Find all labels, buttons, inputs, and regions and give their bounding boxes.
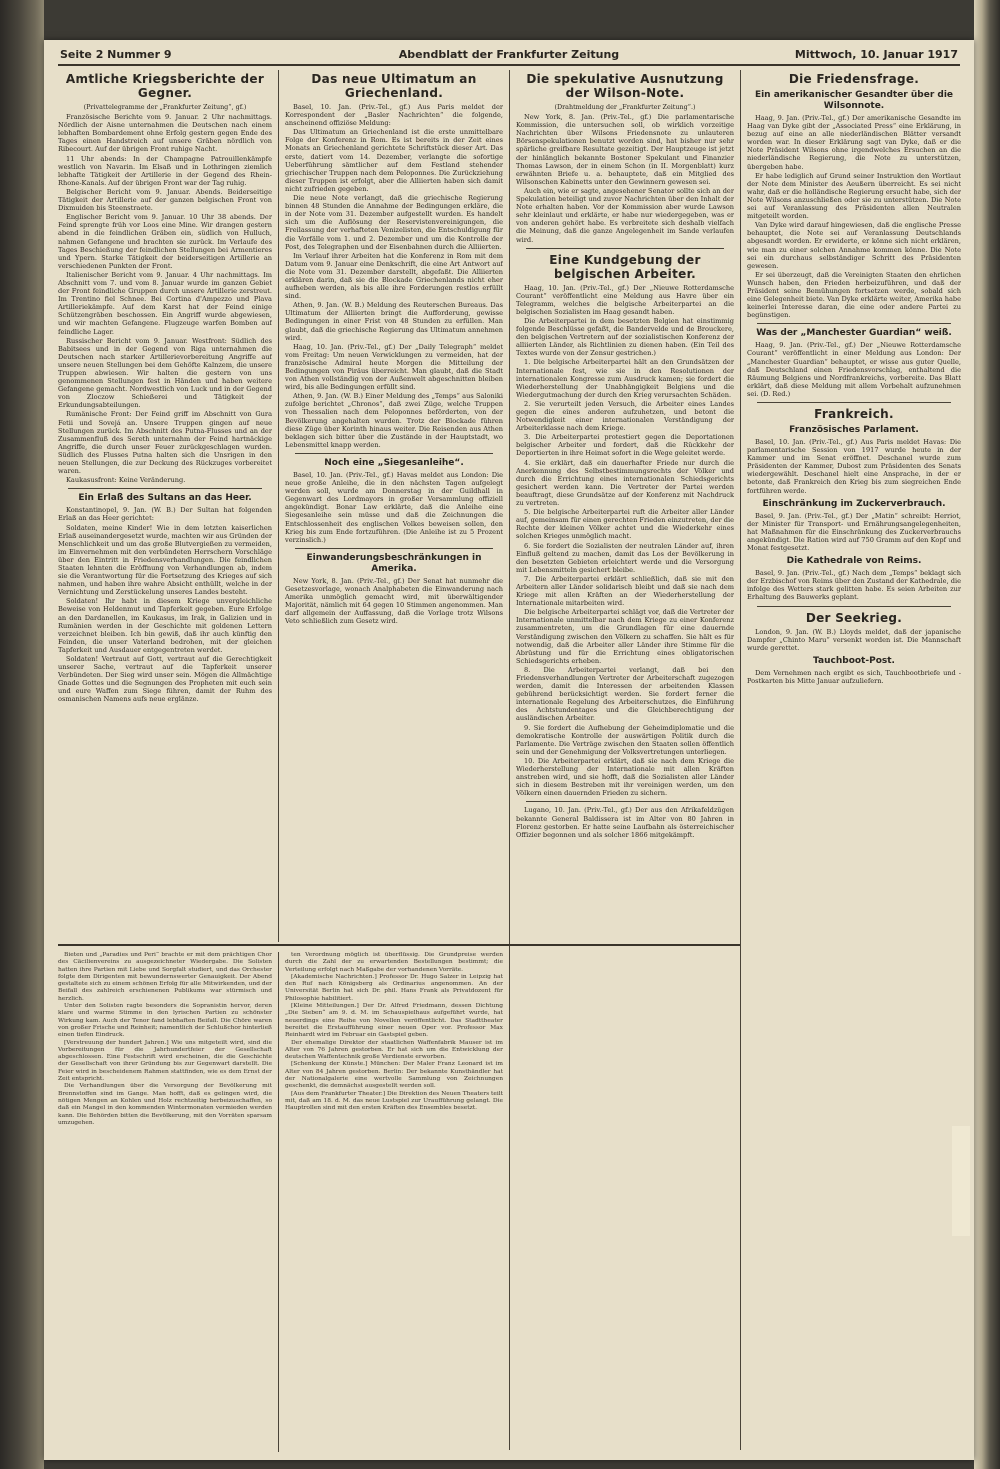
newspaper-page xyxy=(44,40,974,1460)
article-heading: Die Kathedrale von Reims. xyxy=(786,556,922,567)
paragraph: [Kleine Mitteilungen.] Der Dr. Alfred Friedmann, dessen Dichtung „Die Sieben“ am 9. d. M. im Schauspielhaus aufgeführt wurde, hat neuerdings eine Reihe von Novellen veröffentlicht. Das Stadttheater bereitet die Erstaufführung einer neuen Oper vor. Professor Max Reinhardt wird im Februar ein Gastspiel geben. xyxy=(285,1003,503,1039)
separator xyxy=(68,488,262,489)
column-rule xyxy=(278,952,279,1452)
paragraph: Kaukasusfront: Keine Veränderung. xyxy=(66,476,186,485)
column-1 xyxy=(58,70,272,942)
separator xyxy=(526,801,724,802)
article-heading: Tauchboot-Post. xyxy=(813,655,895,666)
article-heading: Frankreich. xyxy=(814,407,894,421)
issue-date: Mittwoch, 10. Januar 1917 xyxy=(794,48,958,61)
paragraph: Italienischer Bericht vom 9. Januar. 4 Uhr nachmittags. Im Abschnitt vom 7. und vom 8. Januar wurde im ganzen Gebiet der Front feindliche Gruppen durch unsere Artillerie zerstreut. Im Trentino fiel Schnee. Bei Cortina d'Ampezzo und Plava Artilleriekämpfe. Auf dem Karst hat der Feind einige Schützengräben beschossen. Ein Angriff wurde abgewiesen, und wir machten Gefangene. Flugzeuge warfen Bomben auf feindliche Lager. xyxy=(58,270,272,336)
paragraph: Das Ultimatum an Griechenland ist die erste unmittelbare Folge der Konferenz in Rom. Es ist bereits in der Zeit eines Monats an Griechenland gerichtete Schriftstück dieser Art. Das erste, datiert vom 14. Dezember, verlangte die sofortige Ueberführung sämtlicher auf dem Festland stehender griechischer Truppen nach dem Peloponnes. Die Zurückziehung dieser Truppen ist erfolgt, aber die Alliierten haben sich damit nicht zufrieden gegeben. xyxy=(285,128,503,193)
paragraph: 6. Sie fordert die Sozialisten der neutralen Länder auf, ihren Einfluß geltend zu machen, damit das Los der Bevölkerung in den besetzten Gebieten erleichtert werde und die Versorgung mit Lebensmitteln gesichert bleibe. xyxy=(516,541,734,574)
paragraph: Basel, 10. Jan. (Priv.-Tel., gf.) Havas meldet aus London: Die neue große Anleihe, die in den nächsten Tagen aufgelegt werden soll, wurde am Donnerstag in der Guildhall in Gegenwart des Lordmayors in großer Versammlung offiziell angekündigt. Bonar Law erklärte, daß die Anleihe eine Siegesanleihe sein müsse und daß die Zeichnungen die Entschlossenheit des englischen Volkes beweisen sollen, den Krieg bis zum Ende fortzuführen. (Die Anleihe ist zu 5 Prozent verzinslich.) xyxy=(285,470,503,544)
paragraph: 5. Die belgische Arbeiterpartei ruft die Arbeiter aller Länder auf, gemeinsam für einen gerechten Frieden einzutreten, der die Rechte der kleinen Völker achtet und die Wiederkehr eines solchen Krieges unmöglich macht. xyxy=(516,508,734,541)
article-dateline: (Drahtmeldung der „Frankfurter Zeitung“.) xyxy=(554,103,696,111)
paragraph: New York, 8. Jan. (Priv.-Tel., gf.) Die parlamentarische Kommission, die untersuchen soll, ob wirklich vorzeitige Nachrichten über Wilsons Friedensnote zu unlauteren Börsenspekulationen benutzt worden sind, hat bisher nur sehr spärliche greifbare Resultate gezeitigt. Der Hauptzeuge ist jetzt der hinlänglich bekannte Bostoner Spekulant und Finanzier Thomas Lawson, der in einem Schon (in II. Morgenblatt) kurz erwähnten Briefe u. a. behauptete, daß ein Mitglied des Wilsonschen Kabinetts unter den Gewinnern gewesen sei. xyxy=(516,113,734,186)
column-2 xyxy=(285,70,503,942)
article-heading: Einschränkung im Zuckerverbrauch. xyxy=(762,498,946,509)
newspaper-title: Abendblatt der Frankfurter Zeitung xyxy=(398,48,620,61)
article-heading: Amtliche Kriegsberichte der Gegner. xyxy=(65,72,265,100)
paragraph: Soldaten! Vertraut auf Gott, vertraut auf die Gerechtigkeit unserer Sache, vertraut auf die Tapferkeit unserer Verbündeten. Der Sieg wird unser sein. Mögen die Allmächtige Gnade Gottes und die Segnungen des Propheten mit euch sein und eure Waffen zum Siege führen, damit der Ruhm des osmanischen Namens aufs neue erglänze. xyxy=(58,655,272,704)
paragraph: Soldaten! Ihr habt in diesem Kriege unvergleichliche Beweise von Heldenmut und Tapferkeit gegeben. Eure Erfolge an den Dardanellen, im Kaukasus, im Irak, in Galizien und in Rumänien werden in der Geschichte mit goldenen Lettern verzeichnet bleiben. Ich bin gewiß, daß ihr auch künftig den Feinden, die unser Vaterland bedrohen, mit der gleichen Tapferkeit und Ausdauer entgegentreten werdet. xyxy=(58,597,272,654)
article-dateline: (Privattelegramme der „Frankfurter Zeitung“, gf.) xyxy=(83,103,247,111)
paragraph: Belgischer Bericht vom 9. Januar. Abends. Beiderseitige Tätigkeit der Artillerie auf der ganzen belgischen Front von Dixmuiden bis Steenstraete. xyxy=(58,187,272,213)
page-edge xyxy=(974,0,1000,1469)
paragraph: [Aus dem Frankfurter Theater.] Die Direktion des Neuen Theaters teilt mit, daß am 18. d. M. das neue Lustspiel zur Uraufführung gelangt. Die Hauptrollen sind mit den ersten Kräften des Ensembles besetzt. xyxy=(285,1090,503,1112)
library-tab xyxy=(952,1126,970,1236)
paragraph: London, 9. Jan. (W. B.) Lloyds meldet, daß der japanische Dampfer „Chinto Maru“ versenkt worden ist. Die Mannschaft wurde gerettet. xyxy=(747,627,961,652)
article-subheading: Ein amerikanischer Gesandter über die Wilsonnote. xyxy=(754,90,954,111)
paragraph: Basel, 9. Jan. (Priv.-Tel., gf.) Nach dem „Temps“ beklagt sich der Erzbischof von Reims über den Zustand der Kathedrale, die infolge des Wetters stark gelitten habe. Es seien Arbeiten zur Erhaltung des Bauwerks geplant. xyxy=(747,569,961,602)
paragraph: Soldaten, meine Kinder! Wie in dem letzten kaiserlichen Erlaß auseinandergesetzt wurde, machten wir aus Gründen der Menschlichkeit und um das große Blutvergießen zu vermeiden, im Einvernehmen mit den verbündeten Herrschern Vorschläge über den Eintritt in Friedensverhandlungen. Die feindlichen Staaten lehnten die Eröffnung von Verhandlungen ab, indem sie die Verantwortung für die Fortsetzung des Krieges auf sich nahmen, und haben ihre wahre Absicht enthüllt, welche in der Vernichtung und Zerstückelung unseres Landes besteht. xyxy=(58,523,272,597)
paragraph: 10. Die Arbeiterpartei erklärt, daß sie nach dem Kriege die Wiederherstellung der Internationale mit allen Kräften anstreben wird, und sie hofft, daß die Sozialisten aller Länder sich in diesem Bestreben mit ihr vereinigen werden, um den Völkern einen dauernden Frieden zu sichern. xyxy=(516,756,734,798)
paragraph: 3. Die Arbeiterpartei protestiert gegen die Deportationen belgischer Arbeiter und fordert, daß die Rückkehr der Deportierten in ihre Heimat sofort in die Wege geleitet werde. xyxy=(516,433,734,458)
paragraph: Athen, 9. Jan. (W. B.) Meldung des Reuterschen Bureaus. Das Ultimatum der Alliierten bringt die Aufforderung, gewisse Bedingungen in einer Frist von 48 Stunden zu erfüllen. Man glaubt, daß die griechische Regierung das Ultimatum annehmen wird. xyxy=(285,301,503,342)
article-heading: Was der „Manchester Guardian“ weiß. xyxy=(756,328,952,339)
paragraph: Er habe lediglich auf Grund seiner Instruktion den Wortlaut der Note dem Minister des Aeußern überreicht. Es sei nicht wahr, daß er die holländische Regierung ersucht habe, sich der Note Wilsons anzuschließen oder sie zu unterstützen. Die Note sei auf Veranlassung des Präsidenten allen Neutralen mitgeteilt worden. xyxy=(747,171,961,221)
article-subheading: Französisches Parlament. xyxy=(789,425,919,435)
separator xyxy=(295,453,493,454)
feuilleton-column-2 xyxy=(285,952,503,1452)
paragraph: 7. Die Arbeiterpartei erklärt schließlich, daß sie mit den Arbeitern aller Länder solidarisch bleibt und daß sie nach dem Kriege mit allen Kräften an der Wiederherstellung der Internationale mitarbeiten wird. xyxy=(516,574,734,608)
paragraph: Englischer Bericht vom 9. Januar. 10 Uhr 38 abends. Der Feind sprengte früh vor Loos eine Mine. Wir drangen gestern abend in die feindlichen Gräben ein, südlich von Hulluch, nahmen Gefangene und brachten sie zurück. Im Verlaufe des Tages Beschießung der feindlichen Stellungen bei Armentieres und Ypern. Starke Tätigkeit der beiderseitigen Artillerie an verschiedenen Punkten der Front. xyxy=(58,213,272,270)
separator xyxy=(295,548,493,549)
paragraph: Haag, 9. Jan. (Priv.-Tel., gf.) Der „Nieuwe Rotterdamsche Courant“ veröffentlicht in einer Meldung aus London: Der „Manchester Guardian“ behauptet, er wisse aus guter Quelle, daß Deutschland einen Friedensvorschlag, enthaltend die Räumung Belgiens und Nordfrankreichs, vorbereite. Das Blatt erklärt, daß diese Meldung mit allem Vorbehalt aufzunehmen sei. (D. Red.) xyxy=(747,341,961,398)
article-heading: Noch eine „Siegesanleihe“. xyxy=(324,457,464,468)
article-heading: Die Friedensfrage. xyxy=(788,72,920,86)
page-number: Seite 2 Nummer 9 xyxy=(60,48,172,61)
article-heading: Die spekulative Ausnutzung der Wilson-Note. xyxy=(526,72,724,100)
paragraph: [Akademische Nachrichten.] Professor Dr. Hugo Salzer in Leipzig hat den Ruf nach Königsberg als Ordinarius angenommen. An der Universität Berlin hat sich Dr. phil. Hans Frank als Privatdozent für Philosophie habilitiert. xyxy=(285,973,503,1002)
paragraph: Russischer Bericht vom 9. Januar. Westfront: Südlich des Babitsees und in der Gegend von Riga unternahmen die Deutschen nach starker Artillerievorbereitung Angriffe auf unsere neuen Stellungen bei dem Gehöfte Kalnzem, die unsere Truppen abwiesen. Wir halten die gestern von uns genommenen Stellungen fest in Händen und haben weitere Gefangene gemacht. Nordwestlich von Luck und in der Gegend von Zloczow Schießerei und Tätigkeit der Erkundungsabteilungen. xyxy=(58,336,272,410)
paragraph: Die Verhandlungen über die Versorgung der Bevölkerung mit Brennstoffen sind im Gange. Man hofft, daß es gelingen wird, die nötigen Mengen an Kohlen und Holz rechtzeitig herbeizuschaffen, so daß ein Mangel in den kommenden Wintermonaten vermieden werden kann. Die Behörden bitten die Bevölkerung, mit den Vorräten sparsam umzugehen. xyxy=(58,1083,272,1126)
column-3 xyxy=(516,70,734,1450)
paragraph: Van Dyke wird darauf hingewiesen, daß die englische Presse behauptet, die Note sei auf Veranlassung Deutschlands abgesandt worden. Er erwiderte, er könne sich nicht erklären, wie man zu einer solchen Annahme kommen könne. Die Note sei ein durchaus selbständiger Schritt des Präsidenten gewesen. xyxy=(747,221,961,270)
feuilleton-column-1 xyxy=(58,952,272,1452)
paragraph: Französische Berichte vom 9. Januar. 2 Uhr nachmittags. Nördlich der Aisne unternahmen die Deutschen nach einem lebhaften Bombardement ohne Erfolg gestern gegen Ende des Tages einen Handstreich auf unsere Gräben nördlich von Ribecourt. Auf der übrigen Front ruhige Nacht. xyxy=(58,113,272,154)
paragraph: Konstantinopel, 9. Jan. (W. B.) Der Sultan hat folgenden Erlaß an das Heer gerichtet: xyxy=(58,506,272,523)
column-rule xyxy=(278,70,279,942)
paragraph: Lugano, 10. Jan. (Priv.-Tel., gf.) Der aus den Afrikafeldzügen bekannte General Baldissera ist im Alter von 80 Jahren in Florenz gestorben. Er hatte seine Laufbahn als österreichischer Offizier begonnen und als solcher 1866 mitgekämpft. xyxy=(516,806,734,839)
paragraph: [Verstreuung der hundert Jahren.] Wie uns mitgeteilt wird, sind die Vorbereitungen für die Jahrhundertfeier der Gesellschaft abgeschlossen. Eine Festschrift wird erscheinen, die die Geschichte der Gesellschaft von ihrer Gründung bis zur Gegenwart darstellt. Die Feier wird in bescheidenem Rahmen stattfinden, wie es dem Ernst der Zeit entspricht. xyxy=(58,1039,272,1083)
column-rule xyxy=(740,70,741,1450)
paragraph: Die Arbeiterpartei in dem besetzten Belgien hat einstimmig folgende Beschlüsse gefaßt, die Bandervelde und de Brouckere, den belgischen Vertretern auf der sozialistischen Konferenz der alliierten Länder, als Richtlinien zu dienen haben. (Ein Teil des Textes wurde von der Zensur gestrichen.) xyxy=(516,316,734,358)
paragraph: 11 Uhr abends: In der Champagne Patrouillenkämpfe westlich von Navarin. Im Elsaß und in Lothringen ziemlich lebhafte Tätigkeit der Artillerie in der Gegend des Rhein-Rhone-Kanals. Auf der übrigen Front war der Tag ruhig. xyxy=(58,154,272,187)
paragraph: Haag, 9. Jan. (Priv.-Tel., gf.) Der amerikanische Gesandte im Haag van Dyke gibt der „Associated Press“ eine Erklärung, in bezug auf eine an alle niederländischen Blätter versandt worden war. In dieser Erklärung sagt van Dyke, daß er die Note Präsident Wilsons ohne irgendwelches Ersuchen an die niederländische Regierung, die Note zu unterstützen, übergeben habe. xyxy=(747,114,961,171)
paragraph: Athen, 9. Jan. (W. B.) Einer Meldung des „Temps“ aus Saloniki zufolge berichtet „Chronos“, daß zwei Züge, welche Truppen von Thessalien nach dem Peloponnes beförderten, von der Bevölkerung angehalten wurden. Trotz der Blockade führen diese Züge über Korinth hinaus weiter. Die Reisenden aus Athen beklagen sich bitter über die Zustände in der Hauptstadt, wo Lebensmittel knapp werden. xyxy=(285,392,503,449)
paragraph: Auch ein, wie er sagte, angesehener Senator sollte sich an der Spekulation beteiligt und zuvor Nachrichten über den Inhalt der Note erhalten haben. Vor der Kommission aber wurde Lawson sehr kleinlaut und erklärte, er habe nur wiedergegeben, was er von anderen gehört habe. Es verbreitete sich deshalb vielfach die Meinung, daß die ganze Angelegenheit im Sande verlaufen wird. xyxy=(516,186,734,244)
paragraph: Rumänische Front: Der Feind griff im Abschnitt von Gura Fetii und Sovejá an. Unsere Truppen gingen auf neue Stellungen zurück. Im Abschnitt des Putna-Flusses und an der Zusammenfluß des Sereth unternahm der Feind hartnäckige Angriffe, die durch unser Feuer zurückgeschlagen wurden. Südlich des Flusses Putna halten sich die Unsrigen in den neuen Stellungen, die zur Deckung des Rückzuges vorbereitet waren. xyxy=(58,410,272,476)
separator xyxy=(526,248,724,249)
separator xyxy=(757,323,951,324)
paragraph: 4. Sie erklärt, daß ein dauerhafter Friede nur durch die Anerkennung des Selbstbestimmungsrechts der Völker und durch die Errichtung eines internationalen Schiedsgerichts gesichert werden kann. Die Vertreter der Partei werden beauftragt, diese Grundsätze auf der Konferenz mit Nachdruck zu vertreten. xyxy=(516,458,734,508)
paragraph: Basel, 9. Jan. (Priv.-Tel., gf.) Der „Matin“ schreibt: Herriot, der Minister für Transport- und Ernährungsangelegenheiten, hat Maßnahmen für die Einschränkung des Zuckerverbrauchs angekündigt. Die Ration wird auf 750 Gramm auf den Kopf und Monat festgesetzt. xyxy=(747,511,961,553)
paragraph: Im Verlauf ihrer Arbeiten hat die Konferenz in Rom mit dem Datum vom 9. Januar eine Denkschrift, die eine Art Antwort auf die Note vom 31. Dezember darstellt, abgefaßt. Die Alliierten erklären darin, daß sie die Blockade Griechenlands nicht eher aufheben werden, als bis alle ihre Forderungen restlos erfüllt sind. xyxy=(285,251,503,301)
paragraph: ten Verordnung möglich ist überflüssig. Die Grundpreise werden durch die Zahl der zu erwartenden Bestellungen bestimmt; die Verteilung erfolgt nach Maßgabe der vorhandenen Vorräte. xyxy=(285,952,503,973)
paragraph: 9. Sie fordert die Aufhebung der Geheimdiplomatie und die demokratische Kontrolle der auswärtigen Politik durch die Parlamente. Die Verträge zwischen den Staaten sollen öffentlich sein und der Genehmigung der Volksvertretungen unterliegen. xyxy=(516,723,734,756)
paragraph: New York, 8. Jan. (Priv.-Tel., gf.) Der Senat hat nunmehr die Gesetzesvorlage, wonach Analphabeten die Einwanderung nach Amerika unmöglich gemacht wird, mit überwältigender Majorität, nämlich mit 64 gegen 10 Stimmen angenommen. Man darf allgemein der Auffassung, daß die Vorlage trotz Wilsons Veto schließlich zum Gesetz wird. xyxy=(285,576,503,626)
paragraph: Basel, 10. Jan. (Priv.-Tel., gf.) Aus Paris meldet der Korrespondent der „Basler Nachrichten“ die folgende, anscheinend offiziöse Meldung: xyxy=(285,103,503,128)
paragraph: Dem Vernehmen nach ergibt es sich, Tauchbootbriefe und -Postkarten bis Mitte Januar aufzuliefern. xyxy=(747,668,961,685)
paragraph: Der ehemalige Direktor der staatlichen Waffenfabrik Mauser ist im Alter von 76 Jahren gestorben. Er hat sich um die Entwicklung der deutschen Waffentechnik große Verdienste erworben. xyxy=(285,1039,503,1061)
separator xyxy=(757,606,951,607)
paragraph: Haag, 10. Jan. (Priv.-Tel., gf.) Der „Daily Telegraph“ meldet vom Freitag: Um neuen Verwicklungen zu vermeiden, hat der französische Admiral heute Morgen die Mitteilung der Bedingungen von Piräus überreicht. Man glaubt, daß die Stadt von Athen vollständig von der Außenwelt abgeschnitten bleiben wird, bis alle Bedingungen erfüllt sind. xyxy=(285,342,503,392)
column-rule xyxy=(509,70,510,1450)
paragraph: Haag, 10. Jan. (Priv.-Tel., gf.) Der „Nieuwe Rotterdamsche Courant“ veröffentlicht eine Meldung aus Havre über ein Telegramm, welches die belgische Arbeiterpartei an die belgischen Sozialisten im Haag gesandt haben. xyxy=(516,283,734,316)
separator xyxy=(757,402,951,403)
paragraph: Die neue Note verlangt, daß die griechische Regierung binnen 48 Stunden die Annahme der Bedingungen erkläre, die in der Note vom 31. Dezember aufgestellt wurden. Es handelt sich um die Auflösung der Reservistenvereinigungen, die Freilassung der verhafteten Venizelisten, die Entschuldigung für die Vorfälle vom 1. und 2. Dezember und um die Kontrolle der Post, des Telegraphen und der Eisenbahnen durch die Alliierten. xyxy=(285,194,503,251)
article-heading: Der Seekrieg. xyxy=(805,610,903,625)
paragraph: Basel, 10. Jan. (Priv.-Tel., gf.) Aus Paris meldet Havas: Die parlamentarische Session von 1917 wurde heute in der Kammer und im Senat eröffnet. Deschanel wurde zum Präsidenten der Kammer, Dubost zum Präsidenten des Senats wiedergewählt. Deschanel hielt eine Ansprache, in der er betonte, daß Frankreich den Krieg bis zum siegreichen Ende fortführen werde. xyxy=(747,438,961,495)
paragraph: 1. Die belgische Arbeiterpartei hält an den Grundsätzen der Internationale fest, wie sie in den Resolutionen der internationalen Kongresse zum Ausdruck kamen; sie fordert die Wiederherstellung der Unabhängigkeit Belgiens und die Wiedergutmachung der durch den Krieg verursachten Schäden. xyxy=(516,358,734,399)
masthead xyxy=(58,46,960,66)
paragraph: [Schenkung der Künste.] München: Der Maler Franz Leonard ist im Alter von 84 Jahren gestorben. Berlin: Der bekannte Kunsthändler hat der Nationalgalerie eine wertvolle Sammlung von Zeichnungen geschenkt, die demnächst ausgestellt werden soll. xyxy=(285,1061,503,1090)
article-heading: Ein Erlaß des Sultans an das Heer. xyxy=(78,493,252,504)
paragraph: Die belgische Arbeiterpartei schlägt vor, daß die Vertreter der Internationale unmittelbar nach dem Kriege zu einer Konferenz zusammentreten, um die Grundlagen für eine dauernde Verständigung zwischen den Völkern zu schaffen. Sie hält es für notwendig, daß die Arbeiter aller Länder ihre Stimme für die Abrüstung und für die Errichtung eines obligatorischen Schiedsgerichts erheben. xyxy=(516,608,734,665)
paragraph: 2. Sie verurteilt jeden Versuch, die Arbeiter eines Landes gegen die eines anderen aufzuhetzen, und betont die Notwendigkeit einer internationalen Verständigung der Arbeiterklasse nach dem Kriege. xyxy=(516,399,734,433)
paragraph: Bieten und „Paradies und Peri“ brachte er mit dem prächtigen Chor des Cäcilienvereins zu ausgezeichneter Wiedergabe. Die Solisten hatten ihre Partien mit Liebe und Sorgfalt studiert, und das Orchester folgte dem Dirigenten mit bewundernswerter Genauigkeit. Der Abend gestaltete sich zu einem schönen Erfolg für alle Mitwirkenden, und der Beifall des zahlreich erschienenen Publikums war stürmisch und herzlich. xyxy=(58,952,272,1002)
paragraph: 8. Die Arbeiterpartei verlangt, daß bei den Friedensverhandlungen Vertreter der Arbeiterschaft zugezogen werden, damit die Interessen der arbeitenden Klassen gebührend berücksichtigt werden. Sie fordert ferner die internationale Regelung des Arbeiterschutzes, die Einführung des Achtstundentages und die Gleichberechtigung der ausländischen Arbeiter. xyxy=(516,665,734,723)
article-heading: Eine Kundgebung der belgischen Arbeiter. xyxy=(549,252,701,281)
article-heading: Einwanderungsbeschränkungen in Amerika. xyxy=(306,552,482,574)
paragraph: Unter den Solisten ragte besonders die Sopranistin hervor, deren klare und warme Stimme in den lyrischen Partien zu schönster Wirkung kam. Auch der Tenor fand lebhaften Beifall. Die Chöre waren von großer Frische und Reinheit; namentlich der Schlußchor hinterließ einen tiefen Eindruck. xyxy=(58,1003,272,1039)
book-gutter xyxy=(0,0,44,1469)
column-4 xyxy=(747,70,961,1450)
paragraph: Er sei überzeugt, daß die Vereinigten Staaten den ehrlichen Wunsch haben, den Frieden herbeizuführen, und daß der Präsident seine Bemühungen fortsetzen werde, sobald sich eine Gelegenheit biete. Van Dyke erklärte weiter, Amerika habe keinerlei Interesse daran, die eine oder andere Partei zu begünstigen. xyxy=(747,270,961,320)
article-heading: Das neue Ultimatum an Griechenland. xyxy=(311,72,477,100)
